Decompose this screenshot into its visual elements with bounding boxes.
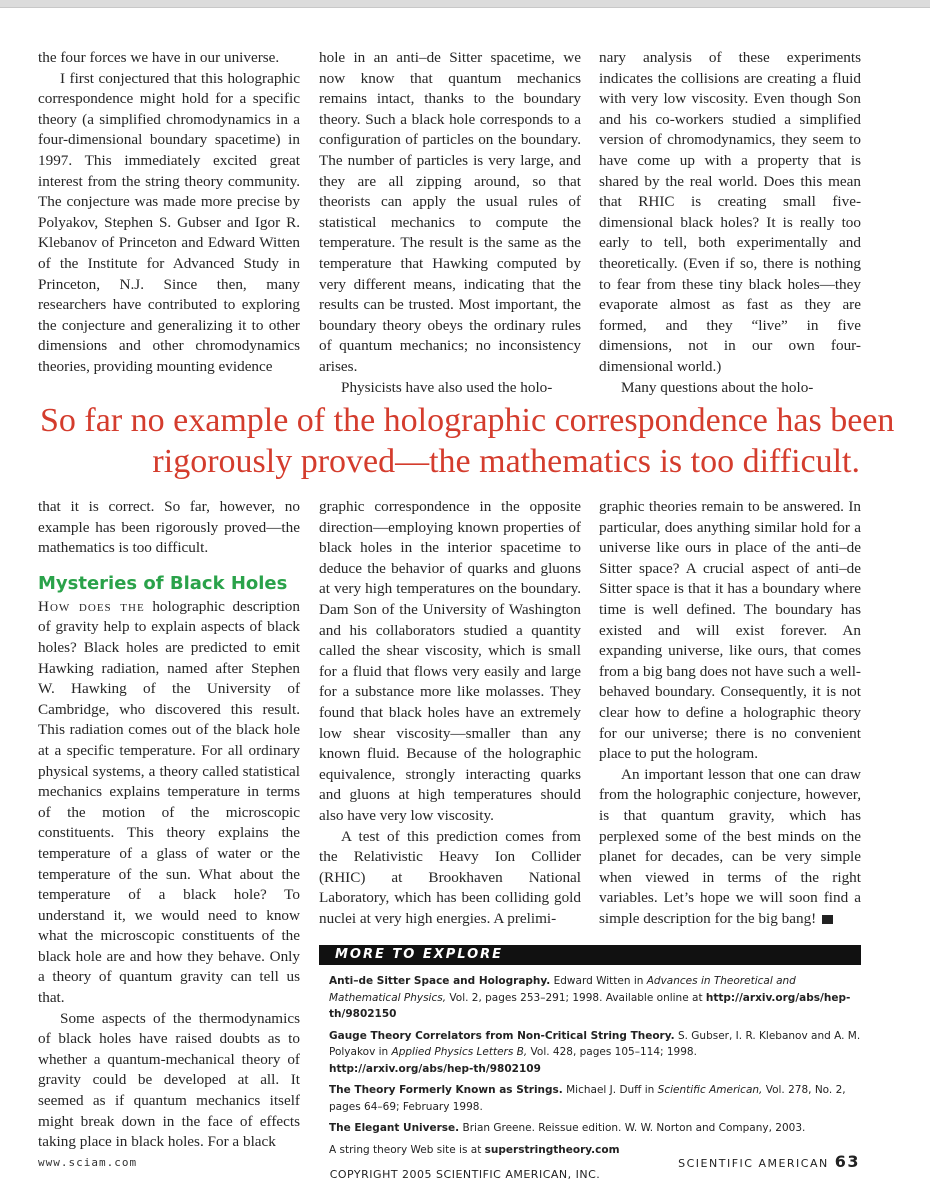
end-mark-icon xyxy=(822,915,833,924)
top-column-1 xyxy=(38,48,300,378)
reference-item xyxy=(329,1120,861,1137)
footer-copyright: COPYRIGHT 2005 SCIENTIFIC AMERICAN, INC. xyxy=(329,1168,601,1181)
paragraph-text: holographic description of gravity help to explain aspects of black holes? Black holes are predicted to emit Hawking radiation, named after Stephen W. Hawking of the University of Cambridge, who discovered this result. This radiation comes out of the black hole at a specific temperature. For all ordinary physical systems, a theory called statistical mechanics explains temperature in terms of the motion of the microscopic constituents. This theory explains the temperature of a glass of water or the temperature of the sun. What about the temperature of a black hole? To understand it, we would need to know what the microscopic constituents of the black hole are and how they behave. Only a theory of quantum gravity can tell us that. xyxy=(38,597,300,1007)
bottom-column-3 xyxy=(599,497,861,929)
reference-text: S. Gubser, I. R. Klebanov and A. M. Polyakov in xyxy=(329,1029,861,1058)
paragraph: graphic theories remain to be answered. In particular, does anything similar hold for a universe like ours in place of the anti–de Sitter space? A crucial aspect of anti–de Sitter space is that it has a boundary where time is well defined. The boundary has existed and will exist forever. An expanding universe, like ours, that comes from a big bang does not have such a well-behaved boundary. Consequently, it is not clear how to define a holographic theory for our universe; there is no convenient place to put the hologram. xyxy=(599,498,861,763)
paragraph: the four forces we have in our universe. xyxy=(38,49,280,66)
lead-in-caps: How does the xyxy=(38,597,145,615)
reference-text: A string theory Web site is at xyxy=(329,1143,485,1156)
reference-link[interactable]: http://arxiv.org/abs/hep-th/9802150 xyxy=(329,991,851,1020)
reference-item xyxy=(329,973,861,1023)
paragraph: Physicists have also used the holo- xyxy=(341,378,553,396)
reference-item xyxy=(329,1082,861,1115)
top-column-2 xyxy=(319,48,581,398)
paragraph: that it is correct. So far, however, no example has been rigorously proved—the mathematics is too difficult. xyxy=(38,498,300,557)
reference-title: The Elegant Universe. xyxy=(329,1122,460,1134)
reference-title: Gauge Theory Correlators from Non-Critical String Theory. xyxy=(329,1029,675,1042)
paragraph-text: An important lesson that one can draw from the holographic conjecture, however, is that quantum gravity, which has perplexed some of the best minds on the planet for decades, can be very simple when viewed in terms of the right variables. Let’s hope we will soon find a simple description for the big bang! xyxy=(599,765,861,927)
reference-text: Edward Witten in xyxy=(550,975,647,987)
pull-quote xyxy=(40,400,895,482)
reference-text: Michael J. Duff in xyxy=(562,1084,658,1096)
reference-link[interactable]: http://arxiv.org/abs/hep-th/9802109 xyxy=(329,1062,541,1075)
reference-text: Vol. 2, pages 253–291; 1998. Available online at xyxy=(446,991,706,1004)
page-number: 63 xyxy=(834,1152,860,1171)
top-bar xyxy=(0,0,930,8)
section-heading: Mysteries of Black Holes xyxy=(38,572,288,594)
magazine-name: SCIENTIFIC AMERICAN xyxy=(678,1157,829,1170)
paragraph: I first conjectured that this holographic correspondence might hold for a specific theory (a simplified chromodynamics in a four-dimensional boundary spacetime) in 1997. This immediately excited great interest from the string theory community. The conjecture was made more precise by Polyakov, Stephen S. Gubser and Igor R. Klebanov of Princeton and Edward Witten of the Institute for Advanced Study in Princeton, N.J. Since then, many researchers have contributed to exploring the conjecture and generalizing it to other dimensions and other chromodynamics theories, providing mounting evidence xyxy=(38,69,300,375)
paragraph: graphic correspondence in the opposite direction—employing known properties of black holes in the interior spacetime to deduce the behavior of quarks and gluons at very high temperatures on the boundary. Dam Son of the University of Washington and his collaborators studied a quantity called the shear viscosity, which is small for a fluid that flows very easily and large for a substance more like molasses. They found that black holes have an extremely low shear viscosity—smaller than any known fluid. Because of the holographic equivalence, strongly interacting quarks and gluons at high temperatures should also have very low viscosity. xyxy=(319,498,581,824)
bottom-column-1 xyxy=(38,497,300,1153)
paragraph: A test of this prediction comes from the Relativistic Heavy Ion Collider (RHIC) at Brookhaven National Laboratory, which has been colliding gold nuclei at very high energies. A prelimi- xyxy=(319,827,581,927)
pull-quote-line-2: rigorously proved—the mathematics is too difficult. xyxy=(152,443,860,480)
more-to-explore-box xyxy=(319,945,861,1163)
reference-journal: Advances in Theoretical and Mathematical Physics, xyxy=(329,975,796,1004)
paragraph xyxy=(599,765,861,930)
paragraph: nary analysis of these experiments indicates the collisions are creating a fluid with very low viscosity. Even though Son and his co-workers studied a simplified version of chromodynamics, they seem to have come up with a property that is shared by the real world. Does this mean that RHIC is creating small five-dimensional black holes? It is really too early to tell, both experimentally and theoretically. (Even if so, there is nothing to fear from these tiny black holes—they evaporate almost as fast as they are formed, and they “live” in five dimensions, not in our own four-dimensional world.) xyxy=(599,49,861,375)
reference-text: Vol. 278, No. 2, pages 64–69; February 1998. xyxy=(329,1084,846,1113)
paragraph: Some aspects of the thermodynamics of black holes have raised doubts as to whether a quantum-mechanical theory of gravity could be developed at all. It seemed as if quantum mechanics itself might break down in the face of effects taking place in black holes. For a black xyxy=(38,1009,300,1151)
bottom-column-2 xyxy=(319,497,581,929)
paragraph xyxy=(38,597,300,1009)
paragraph: Many questions about the holo- xyxy=(621,378,814,396)
reference-item xyxy=(329,1028,861,1078)
reference-link[interactable]: superstringtheory.com xyxy=(484,1143,620,1156)
paragraph: hole in an anti–de Sitter spacetime, we now know that quantum mechanics remains intact, thanks to the boundary theory. Such a black hole corresponds to a configuration of particles on the boundary. The number of particles is very large, and they are all zipping around, so that theorists can apply the usual rules of statistical mechanics to compute the temperature. The result is the same as the temperature that Hawking computed by very different means, indicating that the results can be trusted. Most important, the boundary theory obeys the ordinary rules of quantum mechanics; no inconsistency arises. xyxy=(319,49,581,375)
top-column-3 xyxy=(599,48,861,398)
reference-title: The Theory Formerly Known as Strings. xyxy=(329,1084,563,1096)
pull-quote-line-1: So far no example of the holographic correspondence has been xyxy=(40,402,895,439)
reference-text: Vol. 428, pages 105–114; 1998. xyxy=(527,1046,697,1058)
reference-list xyxy=(319,965,861,1158)
reference-journal: Scientific American, xyxy=(657,1084,763,1096)
reference-text: Brian Greene. Reissue edition. W. W. Norton and Company, 2003. xyxy=(459,1122,806,1134)
reference-title: Anti–de Sitter Space and Holography. xyxy=(329,975,551,987)
footer-website[interactable]: www.sciam.com xyxy=(38,1156,138,1169)
more-to-explore-title: MORE TO EXPLORE xyxy=(319,945,861,965)
reference-journal: Applied Physics Letters B, xyxy=(391,1046,528,1058)
